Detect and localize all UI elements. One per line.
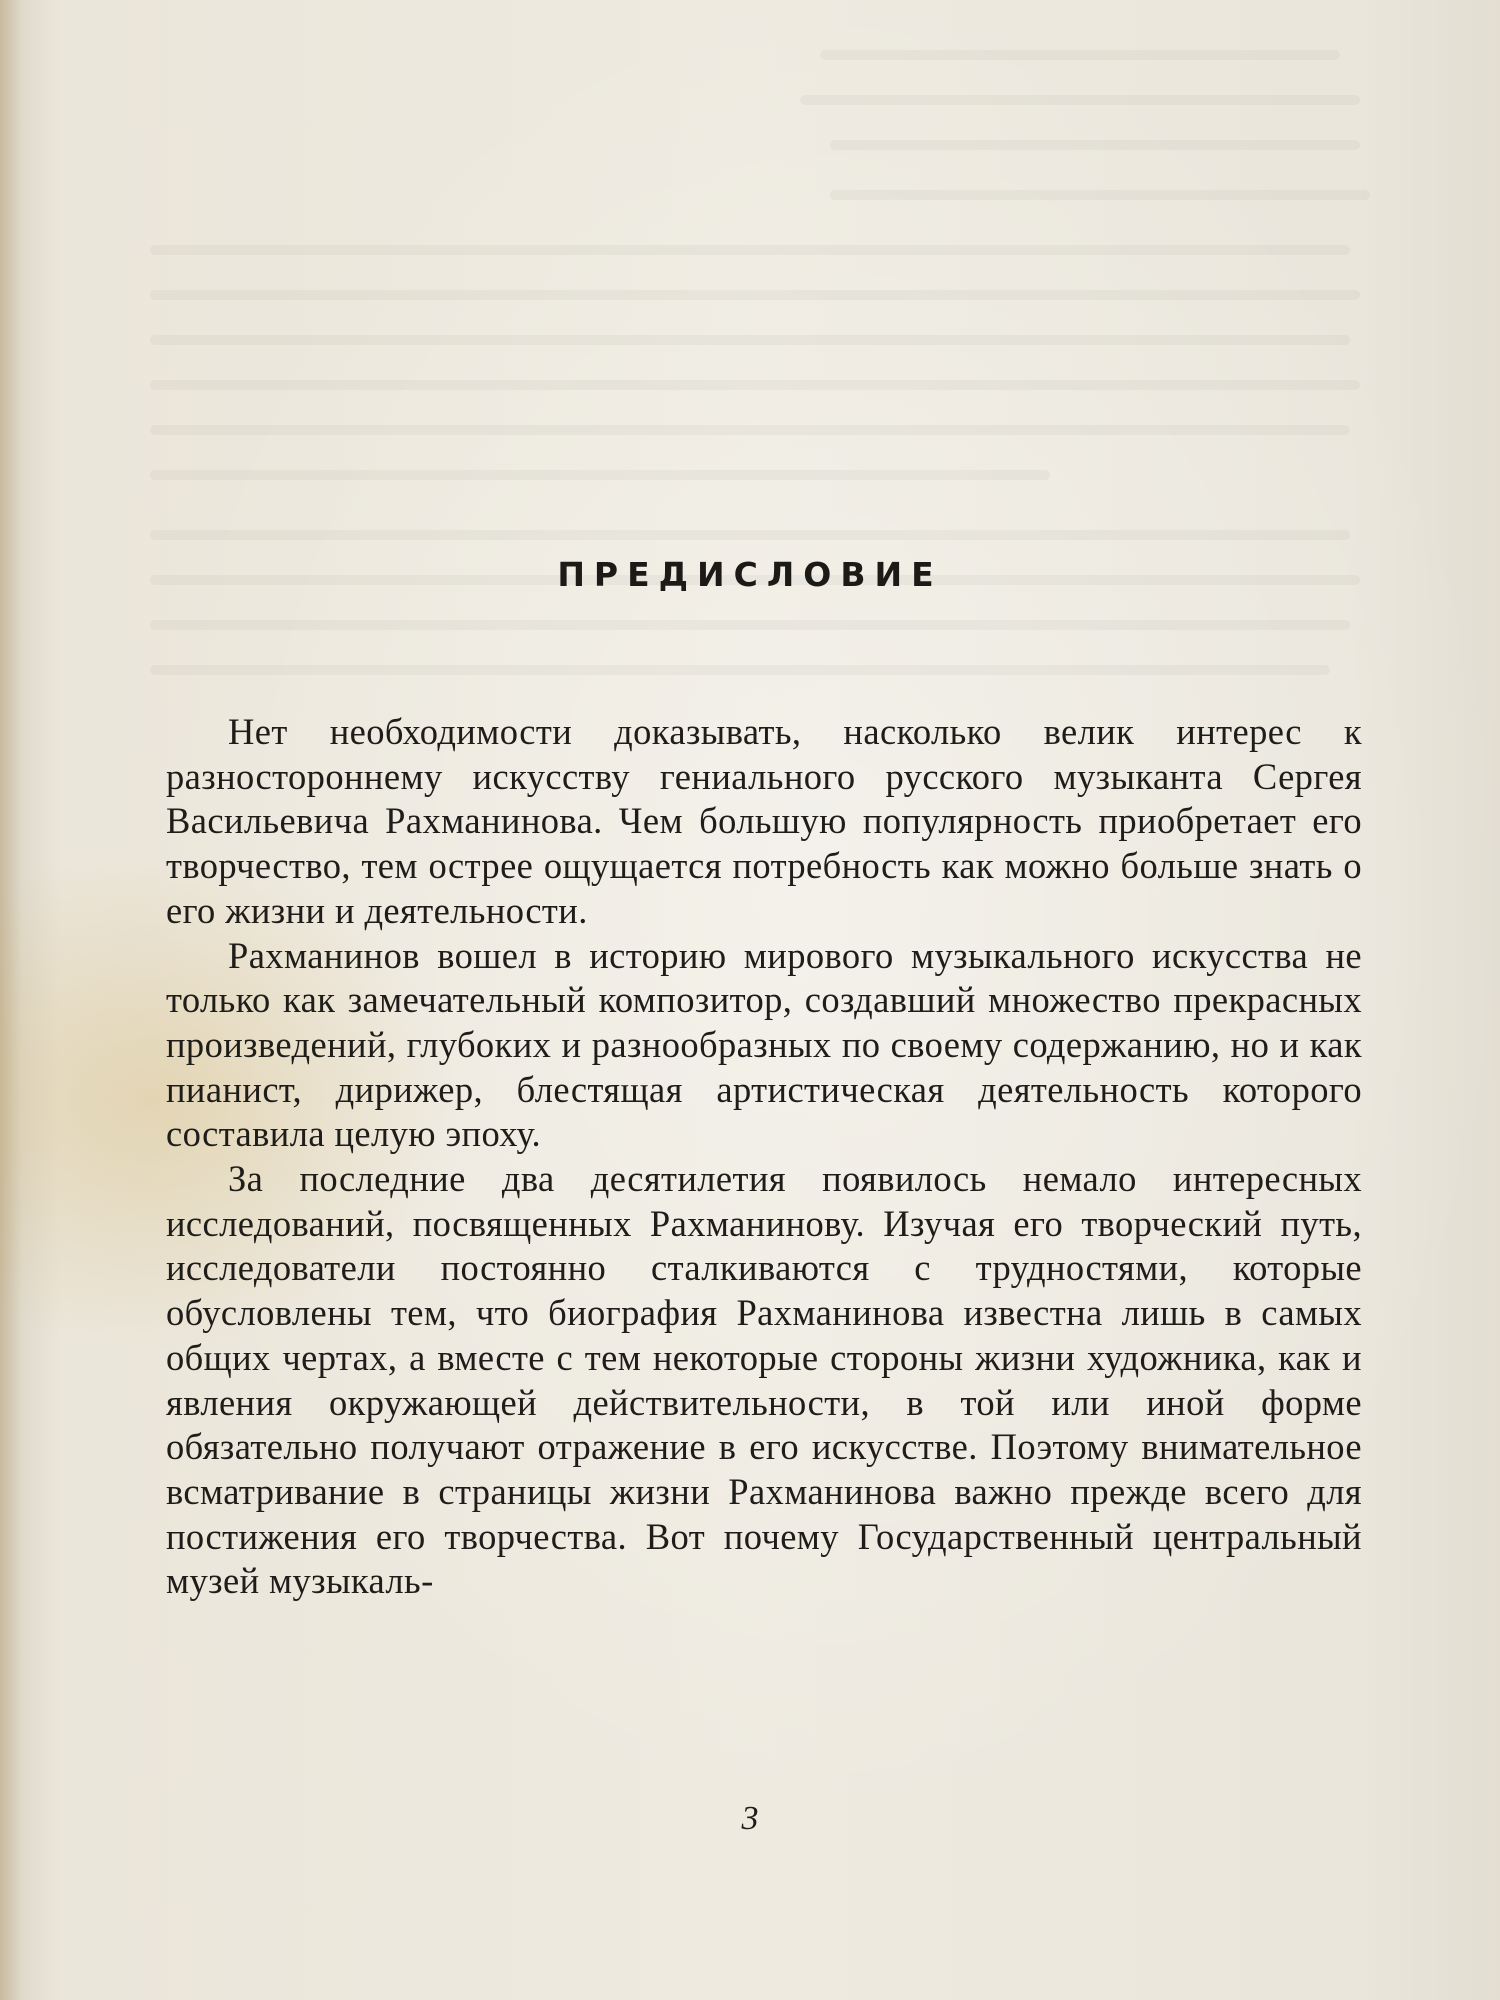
page-heading: ПРЕДИСЛОВИЕ bbox=[557, 555, 943, 594]
paragraph-1: Нет необходимости доказывать, насколько велик интерес к разностороннему искусству гениального русского музыканта Сергея Васильевича Рахманинова. Чем большую популярность приобретает его творчество, тем острее ощущается потребность как можно больше знать о его жизни и деятельности. bbox=[166, 711, 1362, 931]
page-number: 3 bbox=[741, 1800, 759, 1837]
page-edge-stain bbox=[0, 0, 22, 2000]
paragraph-2: Рахманинов вошел в историю мирового музыкального искусства не только как замечательный композитор, создавший множество прекрасных произведений, глубоких и разнообразных по своему содержанию, но и как пианист, дирижер, блестящая артистическая деятельность которого составила целую эпоху. bbox=[166, 934, 1362, 1155]
paragraph-3: За последние два десятилетия появилось немало интересных исследований, посвященных Рахманинову. Изучая его творческий путь, исследователи постоянно сталкиваются с трудностями, которые обусловлены тем, что биография Рахманинова известна лишь в самых общих чертах, а вместе с тем некоторые стороны жизни художника, как и явления окружающей действительности, в той или иной форме обязательно получают отражение в его искусстве. Поэтому внимательное всматривание в страницы жизни Рахманинова важно прежде всего для постижения его творчества. Вот почему Государственный центральный музей музыкаль- bbox=[166, 1158, 1362, 1602]
body-text bbox=[166, 710, 1362, 1604]
